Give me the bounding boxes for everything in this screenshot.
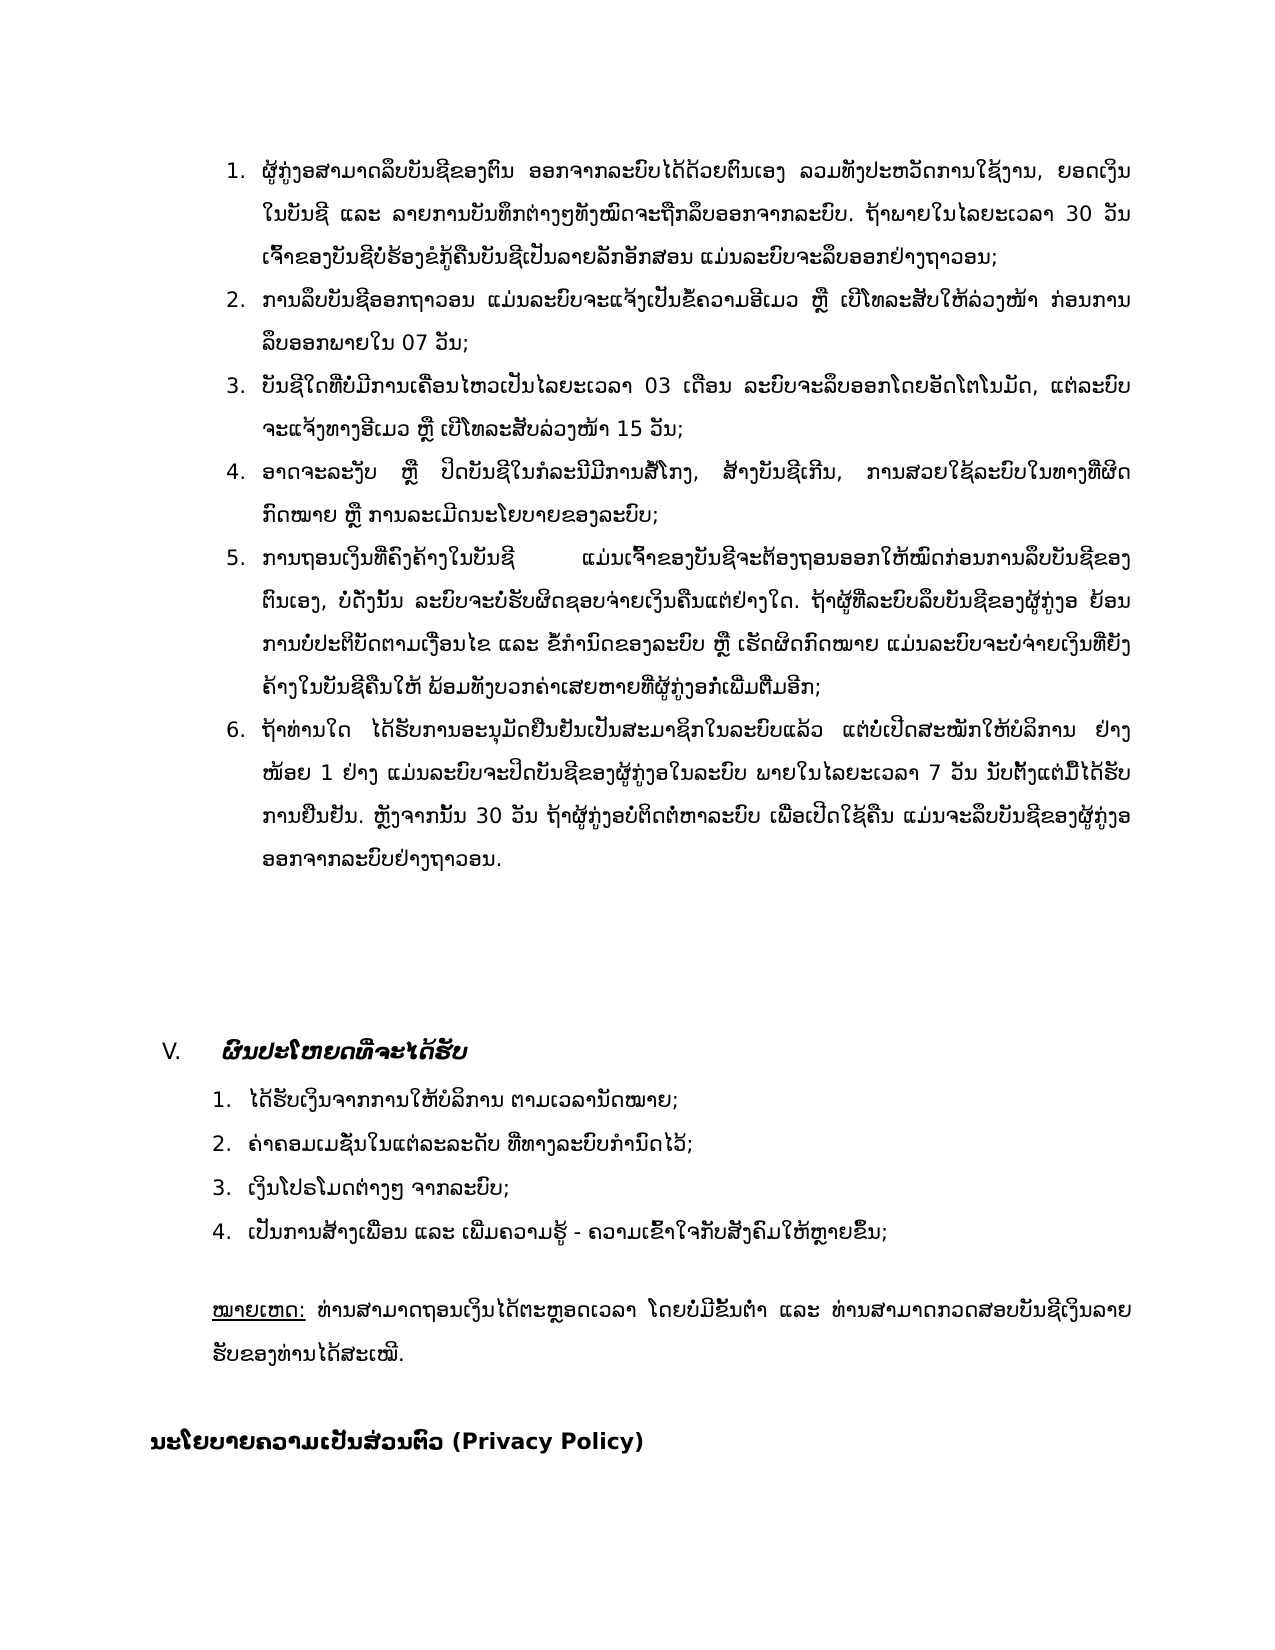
- note-paragraph: [212, 1288, 1132, 1376]
- item-text: ຖ້າທ່ານໃດ ໄດ້ຮັບການອະນຸມັດຢືນຢັນເປັນສະມາຊິກໃນລະບົບແລ້ວ ແຕ່ບໍ່ເປີດສະໝັກໃຫ້ບໍລິການ ຢ່າງໜ້ອຍ 1 ຢ່າງ ແມ່ນລະບົບຈະປິດບັນຊີຂອງຜູ້ກູ່ງອໃນລະບົບ ພາຍໃນໄລຍະເວລາ 7 ວັນ ນັບຕັ້ງແຕ່ມື້ໄດ້ຮັບການຢືນຢັນ. ຫຼັງຈາກນັ້ນ 30 ວັນ ຖ້າຜູ້ກູ່ງອບໍ່ຕິດຕໍ່ຫາລະບົບ ເພື່ອເປີດໃຊ້ຄືນ ແມ່ນຈະລຶບບັນຊີຂອງຜູ້ກູ່ງອອອກຈາກລະບົບຢ່າງຖາວອນ.: [262, 718, 1131, 871]
- list-item: [212, 1210, 1112, 1254]
- item-number: 1.: [226, 159, 247, 183]
- item-text: ເປັນການສ້າງເພື່ອນ ແລະ ເພີ່ມຄວາມຮູ້ - ຄວາມເຂົ້າໃຈກັບສັງຄົມໃຫ້ຫຼາຍຂຶ້ນ;: [248, 1220, 889, 1244]
- item-number: 2.: [226, 288, 247, 312]
- section-numeral: V.: [162, 1040, 182, 1065]
- item-text: ການຖອນເງິນທີ່ຄົງຄ້າງໃນບັນຊີ ແມ່ນເຈົ້າຂອງບັນຊີຈະຕ້ອງຖອນອອກໃຫ້ໝົດກ່ອນການລຶບບັນຊີຂອງຕົນເອງ, ບໍ່ດັ່ງນັ້ນ ລະບົບຈະບໍ່ຮັບຜິດຊອບຈ່າຍເງິນຄືນແຕ່ຢ່າງໃດ. ຖ້າຜູ້ທີ່ລະບົບລຶບບັນຊີຂອງຜູ້ກູ່ງອ ຍ້ອນການບໍ່ປະຕິບັດຕາມເງື່ອນໄຂ ແລະ ຂໍ້ກຳນົດຂອງລະບົບ ຫຼື ເຮັດຜິດກົດໝາຍ ແມ່ນລະບົບຈະບໍ່ຈ່າຍເງິນທີ່ຍັງຄ້າງໃນບັນຊີຄືນໃຫ້ ພ້ອມທັງບວກຄ່າເສຍຫາຍທີ່ຜູ້ກູ່ງອກໍ່ເພີ່ມຕື່ມອີກ;: [262, 546, 1131, 699]
- account-rules-list: [226, 150, 1131, 881]
- item-text: ບັນຊີໃດທີ່ບໍ່ມີການເຄື່ອນໄຫວເປັນໄລຍະເວລາ 03 ເດືອນ ລະບົບຈະລຶບອອກໂດຍອັດໂຕໂນມັດ, ແຕ່ລະບົບຈະແຈ້ງທາງອີເມວ ຫຼື ເບີໂທລະສັບລ່ວງໜ້າ 15 ວັນ;: [262, 374, 1131, 441]
- section-title: ຜົນປະໂຫຍດທີ່ຈະໄດ້ຮັບ: [222, 1040, 468, 1065]
- item-number: 6.: [226, 718, 247, 742]
- list-item: [226, 279, 1131, 365]
- list-item: [226, 150, 1131, 279]
- item-number: 2.: [212, 1132, 233, 1156]
- benefits-list: [212, 1078, 1112, 1254]
- note-text: ທ່ານສາມາດຖອນເງິນໄດ້ຕະຫຼອດເວລາ ໂດຍບໍ່ມີຂັ້ນຕ່ຳ ແລະ ທ່ານສາມາດກວດສອບບັນຊີເງິນລາຍຮັບຂອງທ່ານໄດ້ສະເໝີ.: [212, 1298, 1132, 1366]
- list-item: [212, 1078, 1112, 1122]
- item-number: 5.: [226, 546, 247, 570]
- list-item: [226, 365, 1131, 451]
- item-text: ໄດ້ຮັບເງິນຈາກການໃຫ້ບໍລິການ ຕາມເວລານັດໝາຍ;: [248, 1088, 679, 1112]
- item-text: ເງິນໂປຣໂມດຕ່າງໆ ຈາກລະບົບ;: [248, 1176, 511, 1200]
- item-number: 4.: [226, 460, 247, 484]
- list-item: [212, 1166, 1112, 1210]
- item-text: ຄ່າຄອມເມຊັ່ນໃນແຕ່ລະລະດັບ ທີ່ທາງລະບົບກຳນົດໄວ້;: [248, 1132, 694, 1156]
- note-label: ໝາຍເຫດ:: [212, 1298, 306, 1322]
- item-number: 3.: [212, 1176, 233, 1200]
- list-item: [226, 451, 1131, 537]
- privacy-policy-heading: ນະໂຍບາຍຄວາມເປັນສ່ວນຕົວ (Privacy Policy): [150, 1430, 645, 1455]
- item-text: ຜູ້ກູ່ງອສາມາດລຶບບັນຊີຂອງຕົນ ອອກຈາກລະບົບໄດ້ດ້ວຍຕົນເອງ ລວມທັງປະຫວັດການໃຊ້ງານ, ຍອດເງິນໃນບັນຊີ ແລະ ລາຍການບັນທຶກຕ່າງໆທັງໝົດຈະຖືກລຶບອອກຈາກລະບົບ. ຖ້າພາຍໃນໄລຍະເວລາ 30 ວັນ ເຈົ້າຂອງບັນຊີບໍ່ຮ້ອງຂໍກູ້ຄືນບັນຊີເປັນລາຍລັກອັກສອນ ແມ່ນລະບົບຈະລຶບອອກຢ່າງຖາວອນ;: [262, 159, 1131, 269]
- item-text: ການລຶບບັນຊີອອກຖາວອນ ແມ່ນລະບົບຈະແຈ້ງເປັນຂໍ້ຄວາມອີເມວ ຫຼື ເບີໂທລະສັບໃຫ້ລ່ວງໜ້າ ກ່ອນການລຶບອອກພາຍໃນ 07 ວັນ;: [262, 288, 1131, 355]
- list-item: [226, 709, 1131, 881]
- list-item: [212, 1122, 1112, 1166]
- list-item: [226, 537, 1131, 709]
- item-text: ອາດຈະລະງັບ ຫຼື ປິດບັນຊີໃນກໍລະນີມີການສໍ້ໂກງ, ສ້າງບັນຊີເກີນ, ການສວຍໃຊ້ລະບົບໃນທາງທີ່ຜິດກົດໝາຍ ຫຼື ການລະເມີດນະໂຍບາຍຂອງລະບົບ;: [262, 460, 1131, 527]
- item-number: 4.: [212, 1220, 233, 1244]
- item-number: 3.: [226, 374, 247, 398]
- item-number: 1.: [212, 1088, 233, 1112]
- section-v-heading: [162, 1040, 468, 1065]
